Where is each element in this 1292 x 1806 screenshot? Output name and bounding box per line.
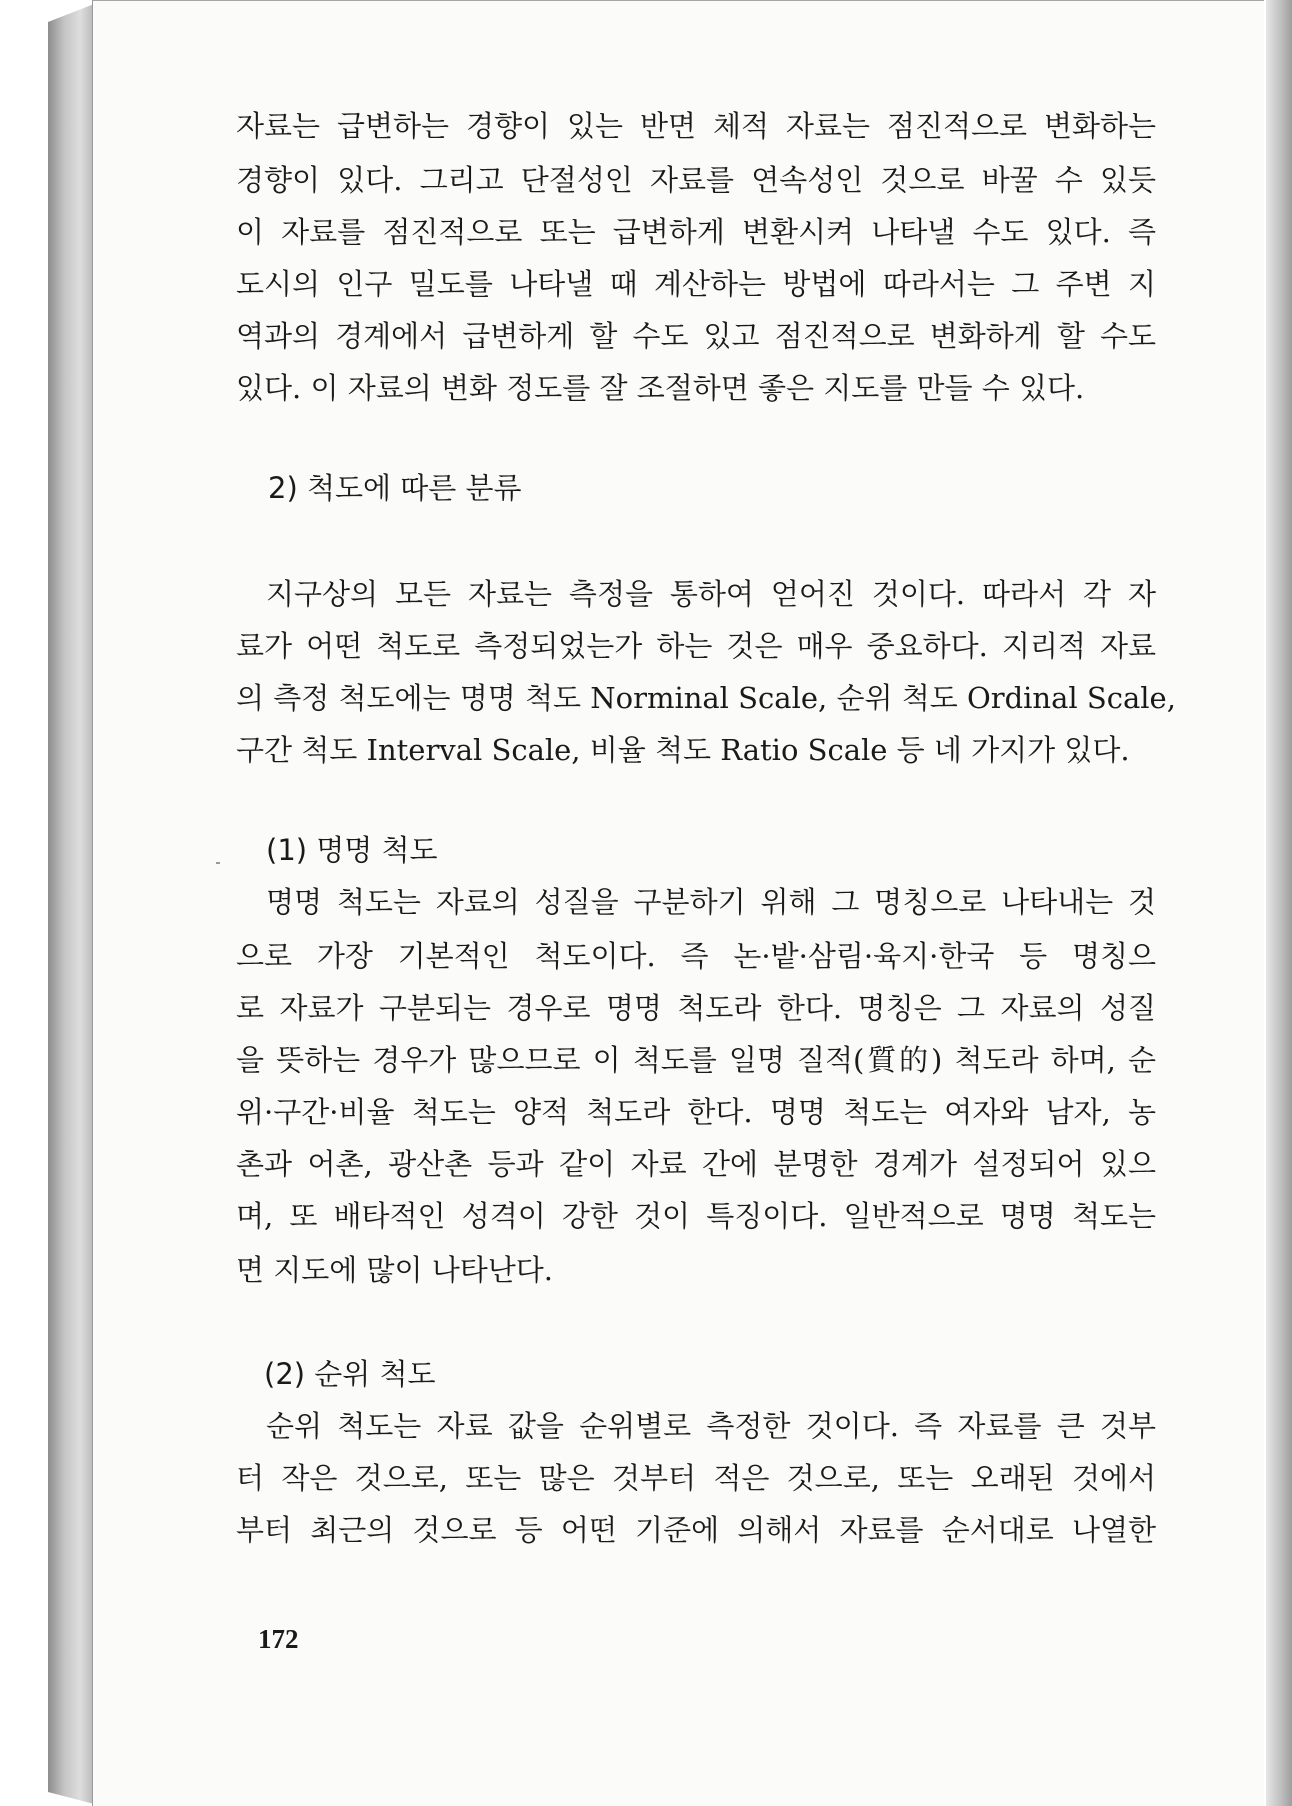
subsection-2-heading: (2) 순위 척도 — [264, 1357, 436, 1391]
subsection-2-line: 순위 척도는 자료 값을 순위별로 측정한 것이다. 즉 자료를 큰 것부 — [266, 1409, 1156, 1443]
paragraph-1-line: 이 자료를 점진적으로 또는 급변하게 변환시켜 나타낼 수도 있다. 즉 — [236, 215, 1156, 249]
subsection-2-line: 터 작은 것으로, 또는 많은 것부터 적은 것으로, 또는 오래된 것에서 — [236, 1461, 1156, 1495]
paragraph-1-line: 경향이 있다. 그리고 단절성인 자료를 연속성인 것으로 바꿀 수 있듯 — [236, 163, 1156, 197]
subsection-1-line: 면 지도에 많이 나타난다. — [236, 1253, 554, 1287]
book-edge — [48, 4, 94, 1804]
paragraph-2-line: 의 측정 척도에는 명명 척도 Norminal Scale, 순위 척도 Ordinal Scale, — [236, 681, 1176, 715]
paragraph-2-line: 료가 어떤 척도로 측정되었는가 하는 것은 매우 중요하다. 지리적 자료 — [236, 629, 1156, 663]
subsection-1-line: 명명 척도는 자료의 성질을 구분하기 위해 그 명칭으로 나타내는 것 — [266, 885, 1156, 919]
page-number: 172 — [258, 1624, 299, 1654]
subsection-1-line: 촌과 어촌, 광산촌 등과 같이 자료 간에 분명한 경계가 설정되어 있으 — [236, 1147, 1156, 1181]
subsection-1-line: 으로 가장 기본적인 척도이다. 즉 논·밭·삼림·육지·한국 등 명칭으 — [236, 939, 1156, 973]
paragraph-1-line: 도시의 인구 밀도를 나타낼 때 계산하는 방법에 따라서는 그 주변 지 — [236, 267, 1156, 301]
subsection-1-line: 위·구간·비율 척도는 양적 척도라 한다. 명명 척도는 여자와 남자, 농 — [236, 1095, 1156, 1129]
margin-mark — [216, 862, 220, 864]
subsection-1-line: 며, 또 배타적인 성격이 강한 것이 특징이다. 일반적으로 명명 척도는 — [236, 1199, 1156, 1233]
paragraph-1-line: 역과의 경계에서 급변하게 할 수도 있고 점진적으로 변화하게 할 수도 — [236, 319, 1156, 353]
subsection-1-line: 을 뜻하는 경우가 많으므로 이 척도를 일명 질적(質的) 척도라 하며, 순 — [236, 1043, 1156, 1077]
section-heading: 2) 척도에 따른 분류 — [268, 471, 522, 505]
paragraph-2-line: 구간 척도 Interval Scale, 비율 척도 Ratio Scale 등 네 가지가 있다. — [236, 733, 1130, 767]
paragraph-1-line: 있다. 이 자료의 변화 정도를 잘 조절하면 좋은 지도를 만들 수 있다. — [236, 371, 1085, 405]
subsection-1-heading: (1) 명명 척도 — [266, 833, 438, 867]
page-shadow — [1266, 0, 1292, 1806]
paragraph-1-line: 자료는 급변하는 경향이 있는 반면 체적 자료는 점진적으로 변화하는 — [236, 109, 1156, 143]
subsection-1-line: 로 자료가 구분되는 경우로 명명 척도라 한다. 명칭은 그 자료의 성질 — [236, 991, 1156, 1025]
subsection-2-line: 부터 최근의 것으로 등 어떤 기준에 의해서 자료를 순서대로 나열한 — [236, 1513, 1156, 1547]
paragraph-2-line: 지구상의 모든 자료는 측정을 통하여 얻어진 것이다. 따라서 각 자 — [266, 577, 1156, 611]
